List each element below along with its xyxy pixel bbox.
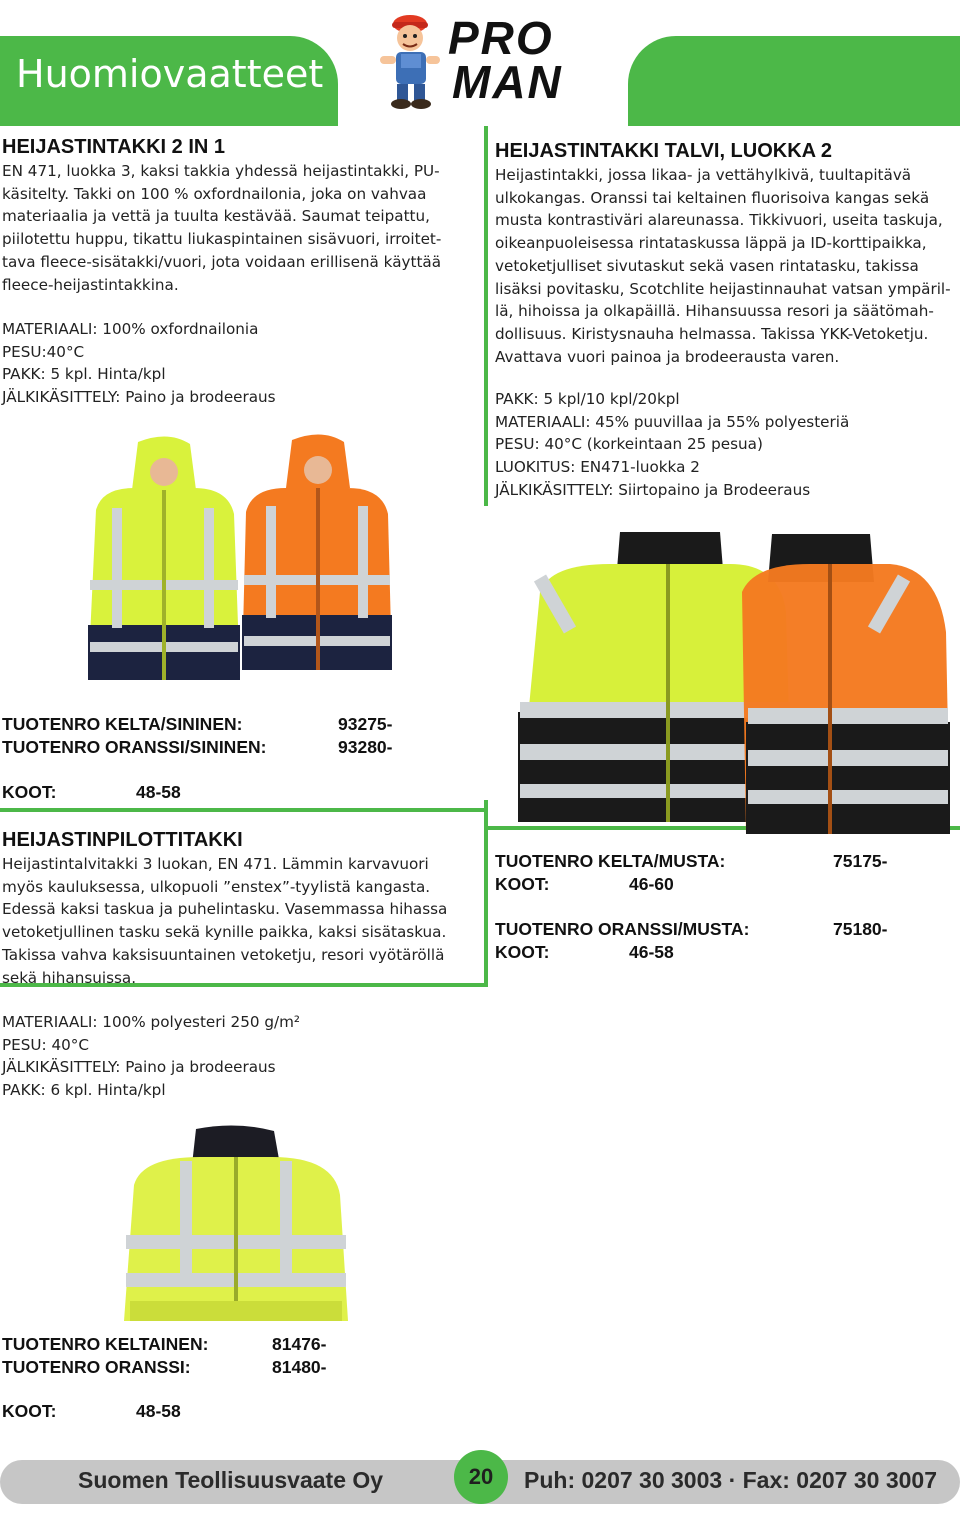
product-1-sizes-value: 48-58 <box>136 782 181 802</box>
product-1-title: HEIJASTINTAKKI 2 IN 1 <box>2 136 225 158</box>
footer-contact: Puh: 0207 30 3003 · Fax: 0207 30 3007 <box>524 1467 938 1493</box>
section-divider-left <box>0 808 486 812</box>
product-2-code-1-koot-label: KOOT: <box>495 874 550 894</box>
product-2-code-2-koot-label: KOOT: <box>495 942 550 962</box>
product-2-code-1-value: 75175- <box>833 851 888 871</box>
product-1-photo <box>78 430 396 698</box>
product-3-code-1-value: 81476- <box>272 1334 327 1354</box>
page-number: 20 <box>468 1464 494 1489</box>
logo-text-man: MAN <box>452 56 563 108</box>
product-3-code-2-value: 81480- <box>272 1357 327 1377</box>
product-3-title: HEIJASTINPILOTTITAKKI <box>2 829 243 851</box>
orange-jacket-image <box>242 434 392 670</box>
product-3-photo <box>120 1125 352 1325</box>
worker-mascot-icon <box>380 15 440 109</box>
product-1-code-1-label: TUOTENRO KELTA/SININEN: <box>2 714 243 734</box>
product-1-specs: MATERIAALI: 100% oxfordnailonia PESU:40°C PAKK: 5 kpl. Hinta/kpl JÄLKIKÄSITTELY: Paino ja brodeeraus <box>2 320 276 407</box>
page-number-badge <box>454 1450 508 1504</box>
product-2-photo <box>510 522 954 842</box>
yellow-pilot-jacket-image <box>124 1125 348 1321</box>
product-2-specs: PAKK: 5 kpl/10 kpl/20kpl MATERIAALI: 45% puuvillaa ja 55% polyesteriä PESU: 40°C (korkeintaan 25 pesua) LUOKITUS: EN471-luokka 2 JÄLKIKÄSITTELY: Siirtopaino ja Brodeeraus <box>495 390 850 499</box>
product-2-title: HEIJASTINTAKKI TALVI, LUOKKA 2 <box>495 140 833 162</box>
yellow-jacket-image <box>88 436 240 680</box>
product-2-description: Heijastintakki, jossa likaa- ja vettähylkivä, tuultapitävä ulkokangas. Oranssi tai keltainen fluorisoiva kangas sekä musta kontrastiväri alareunassa. Tikkivuori, useita taskuja, oikeanpuoleisessa rintataskussa läppä ja ID-korttipaikka, vetoketjulliset sivutaskut sekä vasen rintatasku, takissa lisäksi povitasku, Scotchlite heijastinnauhat vatsan ympäril- lä, hihoissa ja olkapäillä. Hihansuussa resori ja säätömah- dollisuus. Kiristysnauha helmassa. Takissa YKK-Vetoketju. Avattava vuori painoa ja brodeerausta varen. <box>495 166 951 366</box>
product-3-sizes-label: KOOT: <box>2 1401 57 1421</box>
product-3-code-1-label: TUOTENRO KELTAINEN: <box>2 1334 209 1354</box>
product-1-code-2-value: 93280- <box>338 737 393 757</box>
product-1-sizes-label: KOOT: <box>2 782 57 802</box>
product-1-code-2-label: TUOTENRO ORANSSI/SININEN: <box>2 737 267 757</box>
product-3-description: Heijastintalvitakki 3 luokan, EN 471. Lämmin karvavuori myös kauluksessa, ulkopuoli ”enstex”-tyylistä kangasta. Edessä kaksi taskua ja puhelintasku. Vasemmassa hihassa vetoketjullinen tasku sekä kynille paikka, kaksi sisätaskua. Takissa vahva kaksisuuntainen vetoketju, resori vyötäröllä sekä hihansuissa. <box>2 855 448 987</box>
product-2-code-2-label: TUOTENRO ORANSSI/MUSTA: <box>495 919 750 939</box>
product-3-specs: MATERIAALI: 100% polyesteri 250 g/m² PESU: 40°C JÄLKIKÄSITTELY: Paino ja brodeeraus PAKK: 6 kpl. Hinta/kpl <box>2 1013 300 1100</box>
column-divider-top <box>484 126 488 506</box>
product-1-code-1-value: 93275- <box>338 714 393 734</box>
page-title: Huomiovaatteet <box>16 52 324 96</box>
orange-black-jacket-image <box>742 534 950 834</box>
product-2-code-1-koot-value: 46-60 <box>629 874 674 894</box>
proman-logo <box>370 2 602 114</box>
header-green-band-right <box>628 36 960 126</box>
logo-text-pro: PRO <box>448 12 554 64</box>
product-2-code-1-label: TUOTENRO KELTA/MUSTA: <box>495 851 726 871</box>
product-3-sizes-value: 48-58 <box>136 1401 181 1421</box>
product-3-code-2-label: TUOTENRO ORANSSI: <box>2 1357 191 1377</box>
product-1-description: EN 471, luokka 3, kaksi takkia yhdessä heijastintakki, PU- käsitelty. Takki on 100 % oxfordnailonia, joka on vahvaa materiaalia ja vettä ja tuulta kestävää. Saumat teipattu, piilotettu huppu, tikattu liukaspintainen sisävuori, irroitet- tava fleece-sisätakki/vuori, jota voidaan erillisenä käyttää fleece-heijastintakkina. <box>2 162 442 294</box>
product-2-code-2-value: 75180- <box>833 919 888 939</box>
footer-company: Suomen Teollisuusvaate Oy <box>78 1467 384 1493</box>
product-2-code-2-koot-value: 46-58 <box>629 942 674 962</box>
